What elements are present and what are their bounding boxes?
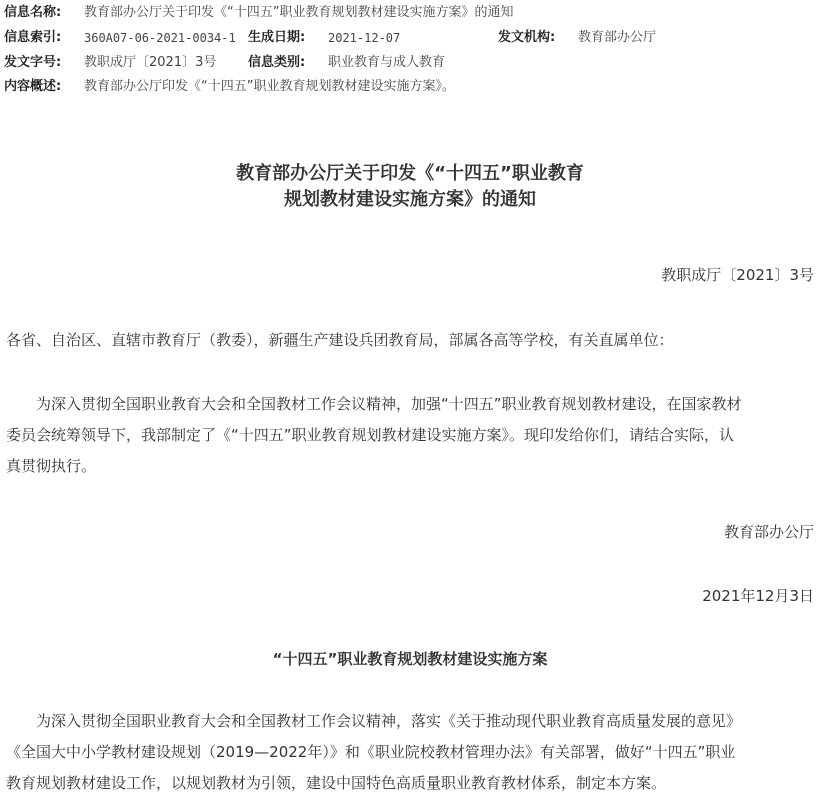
document-title-line-1: 教育部办公厅关于印发《“十四五”职业教育 xyxy=(236,163,584,184)
meta-index-value: 360A07-06-2021-0034-1 xyxy=(84,31,236,45)
meta-index-label: 信息索引: xyxy=(4,30,62,45)
body-line: 为深入贯彻全国职业教育大会和全国教材工作会议精神，加强“十四五”职业教育规划教材建设，在国家教材 xyxy=(6,395,742,413)
meta-date-value: 2021-12-07 xyxy=(328,31,401,45)
meta-org-label: 发文机构: xyxy=(498,30,556,45)
signing-date: 2021年12月3日 xyxy=(702,587,814,605)
meta-docno-label: 发文字号: xyxy=(4,55,62,70)
document-title-line-2: 规划教材建设实施方案》的通知 xyxy=(284,189,536,210)
meta-summary-value: 教育部办公厅印发《“十四五”职业教育规划教材建设实施方案》。 xyxy=(84,79,455,94)
meta-category-value: 职业教育与成人教育 xyxy=(328,55,446,70)
meta-name-label: 信息名称: xyxy=(4,5,62,20)
signer: 教育部办公厅 xyxy=(723,523,814,541)
plan-line: 为深入贯彻全国职业教育大会和全国教材工作会议精神，落实《关于推动现代职业教育高质量发展的意见》 xyxy=(6,712,742,730)
meta-category-label: 信息类别: xyxy=(248,55,306,70)
meta-org-value: 教育部办公厅 xyxy=(578,30,657,45)
meta-date-label: 生成日期: xyxy=(248,30,306,45)
plan-line: 《全国大中小学教材建设规划（2019—2022年）》和《职业院校教材管理办法》有关部署，做好“十四五”职业 xyxy=(6,743,736,761)
meta-name-value: 教育部办公厅关于印发《“十四五”职业教育规划教材建设实施方案》的通知 xyxy=(84,5,514,20)
plan-title: “十四五”职业教育规划教材建设实施方案 xyxy=(272,650,548,668)
document-number: 教职成厅〔2021〕3号 xyxy=(661,266,814,284)
body-paragraph xyxy=(6,389,816,482)
plan-line: 教育规划教材建设工作，以规划教材为引领，建设中国特色高质量职业教育教材体系，制定本方案。 xyxy=(6,774,667,792)
body-line: 真贯彻执行。 xyxy=(6,457,97,475)
body-line: 委员会统筹领导下，我部制定了《“十四五”职业教育规划教材建设实施方案》。现印发给你们，请结合实际，认 xyxy=(6,426,735,444)
meta-docno-value: 教职成厅〔2021〕3号 xyxy=(84,55,217,70)
plan-paragraph xyxy=(6,706,816,799)
salutation: 各省、自治区、直辖市教育厅（教委），新疆生产建设兵团教育局，部属各高等学校，有关直属单位： xyxy=(6,331,674,349)
meta-summary-label: 内容概述: xyxy=(4,79,62,94)
